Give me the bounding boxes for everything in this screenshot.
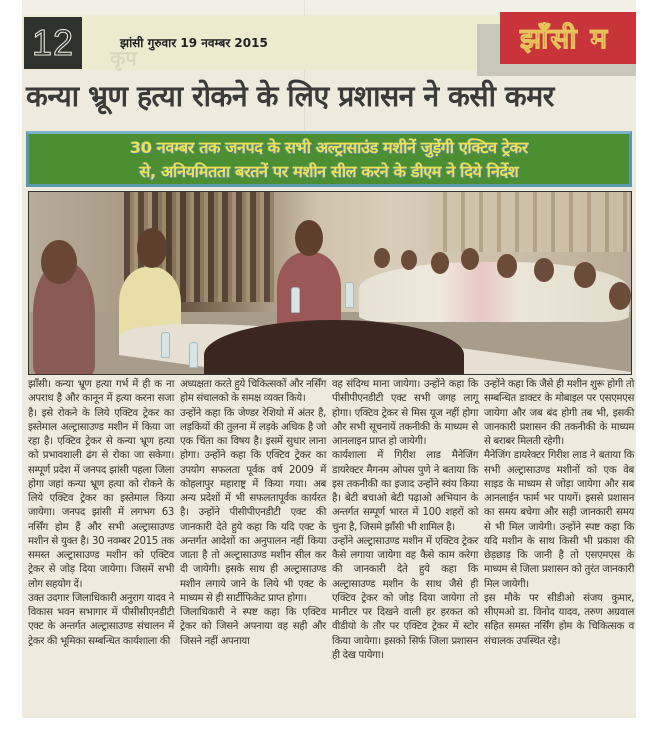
photo-bottle [291, 287, 300, 313]
article-column-3 [332, 378, 478, 718]
meeting-photo [28, 191, 632, 375]
photo-person-head [461, 248, 479, 270]
newspaper-page [22, 0, 636, 718]
photo-bottle [161, 332, 170, 358]
article-paragraph: उन्होंने कहा कि जेण्डर रेशियो में अंतर है, लड़कियों की तुलना में लड़के अधिक है जो एक चिंता का विषय है। इसमें सुधार लाना होगा। उन्होंने कहा कि एक्टिव ट्रेकर का उपयोग सफलता पूर्वक वर्ष 2009 में कोहलापुर महाराष्ट्र में किया गया। अब अन्य प्रदेशों में भी सफलतापूर्वक कार्यरत है। उन्होंने पीसीपीएनडीटी एक्ट की जानकारी देते हुये कहा कि यदि एक्ट के अन्तर्गत आदेशों का अनुपालन नहीं किया जाता है तो अल्ट्रासाउण्ड मशीन सील कर दी जायेगी। इसके साथ ही अल्ट्रासाउण्ड मशीन लगाये जाने के लिये भी एक्ट के माध्यम से ही सार्टीफिकेट प्राप्त होगा। [180, 407, 326, 604]
article-paragraph: उन्होंने अल्ट्रासाउण्ड मशीन में एक्टिव ट्रेकर कैसे लगाया जायेगा वह कैसे काम करेगा की जानकारी देते हुये कहा कि अल्ट्रासाउण्ड मशीन के साथ जैसे ही एक्टिव ट्रेकर को जोड़ दिया जायेगा तो मानीटर पर दिखने वाली हर हरकत को वीडीयो के तौर पर एक्टिव ट्रेकर में स्टोर किया जायेगा। इसको सिर्फ जिला प्रशासन ही देख पायेगा। [332, 535, 478, 661]
article-column-1 [28, 378, 174, 718]
article-paragraph: उक्त उदगार जिलाधिकारी अनुराग यादव ने विकास भवन सभागार में पीसीसीएनडीटी एक्ट के अन्तर्गत अल्ट्रासाउण्ड संचालन में ट्रेकर की भूमिका सम्बन्धित कार्यशाला की [28, 592, 174, 647]
photo-person-head [41, 240, 77, 284]
photo-person-head [137, 228, 167, 268]
article-column-4 [484, 378, 634, 718]
photo-person-head [534, 258, 554, 282]
article-paragraph: वह संदिग्ध माना जायेगा। उन्होंने कहा कि पीसीपीएनडीटी एक्ट सभी जगह लागू होगा। एक्टिव ट्रेकर से मिस यूज नहीं होगा और सभी सूचनायें तकनीकी के माध्यम से आनलाइन प्राप्त हो जायेगी। [332, 379, 478, 447]
photo-bottle [189, 342, 198, 368]
section-flag [500, 12, 636, 64]
article-paragraph: उन्होंने कहा कि जैसे ही मशीन शुरू होगी तो सम्बन्धित डाक्टर के मोबाइल पर एसएमएस जायेगा और जब बंद होगी तब भी, इसकी जानकारी प्रशासन की तकनीकी के माध्यम से बराबर मिलती रहेगी। [484, 379, 634, 447]
article-column-2 [180, 378, 326, 718]
page-number: 12 [24, 17, 82, 69]
photo-person-head [574, 262, 596, 288]
photo-person-head [374, 248, 390, 268]
article-paragraph: इस मौके पर सीडीओ संजय कुमार, सीएमओ डा. विनोद यादव, तरुण अग्रवाल सहित समस्त नर्सिंग होम के चिकित्सक व संचालक उपस्थित रहे। [484, 592, 634, 647]
dateline: झांसी गुरुवार 19 नवम्बर 2015 [120, 36, 268, 50]
article-paragraph: मैनेजिंग डायरेक्टर गिरीश लाड ने बताया कि सभी अल्ट्रासाउण्ड मशीनों को एक वेब साइड के माध्यम से जोड़ा जायेगा और सब आनलाईन फार्म भर पायगें। इससे प्रशासन का समय बचेगा और सही जानकारी समय से भी मिल जायेगी। उन्होंने स्पष्ट कहा कि यदि मशीन के साथ किसी भी प्रकाश की छेड़छाड़ कि जानी है तो एसएमएस के माध्यम से जिला प्रशासन को तुरंत जानकारी मिल जायेगी। [484, 450, 634, 590]
photo-person-head [401, 250, 417, 270]
headline: कन्या भ्रूण हत्या रोकने के लिए प्रशासन ने कसी कमर [26, 79, 554, 113]
section-flag-label: झाँसी म [520, 22, 610, 55]
ghost-print-text: कृप [110, 46, 137, 70]
article-body [28, 378, 634, 718]
article-paragraph: अध्यक्षता करते हुये चिकित्सकों और नर्सिंग होम संचालको के समक्ष व्यक्त किये। [180, 379, 326, 405]
photo-bottle [345, 282, 354, 308]
photo-person-head [497, 254, 517, 278]
photo-curtains-right [429, 192, 629, 252]
subheadline-line-1: 30 नवम्बर तक जनपद के सभी अल्ट्रासाउंड मशीनें जुड़ेंगी एक्टिव ट्रेकर [130, 138, 528, 157]
subheadline-line-2: से, अनियमितता बरतनें पर मशीन सील करने के डीएम ने दिये निर्देश [139, 162, 519, 181]
article-paragraph: झाँसी। कन्या भ्रूण हत्या गर्भ में ही क ना अपराध है और कानून में हत्या करना सजा है। इसे रोकने के लिये एक्टिव ट्रेकर का इस्तेमाल अल्ट्रासाउण्ड मशीन में किया जा रहा है। एक्टिव ट्रेकर से कन्या भ्रूण हत्या को प्रभावशाली ढंग से रोका जा सकेगा। सम्पूर्ण प्रदेश में जनपद झांसी पहला जिला होगा जहां कन्या भ्रूण हत्या को रोकने के लिये एक्टिव ट्रेकर का इस्तेमाल किया जायेगा। जनपद झांसी में लगभग 63 नर्सिंग होम हैं और सभी अल्ट्रासाउण्ड मशीन से युक्त है। 30 नवम्बर 2015 तक समस्त अल्ट्रासाउण्ड मशीन को एक्टिव ट्रेकर से जोड़ दिया जायेगा। जिसमें सभी लोग सहयोग दें। [28, 379, 174, 590]
article-paragraph: कार्यशाला में गिरीश लाड मैनेजिंग डायरेक्टर मैगनम ओपस पुणे ने बताया कि इस तकनीकी का इजाद उन्होंने स्वंय किया है। बेटी बचाओ बेटी पढ़ाओ अभियान के अन्तर्गत सम्पूर्ण भारत में 100 शहरों को चुना है, जिसमे झाँसी भी शामिल है। [332, 450, 478, 533]
article-paragraph: जिलाधिकारी ने स्पष्ट कहा कि एक्टिव ट्रेकर को जिसने अपनाया वह सही और जिसने नहीं अपनाया [180, 607, 326, 647]
subheadline-band [26, 131, 632, 187]
photo-person-head [295, 220, 323, 256]
photo-person-head [431, 252, 449, 274]
photo-person-head [609, 282, 631, 310]
photo-person [277, 252, 341, 330]
